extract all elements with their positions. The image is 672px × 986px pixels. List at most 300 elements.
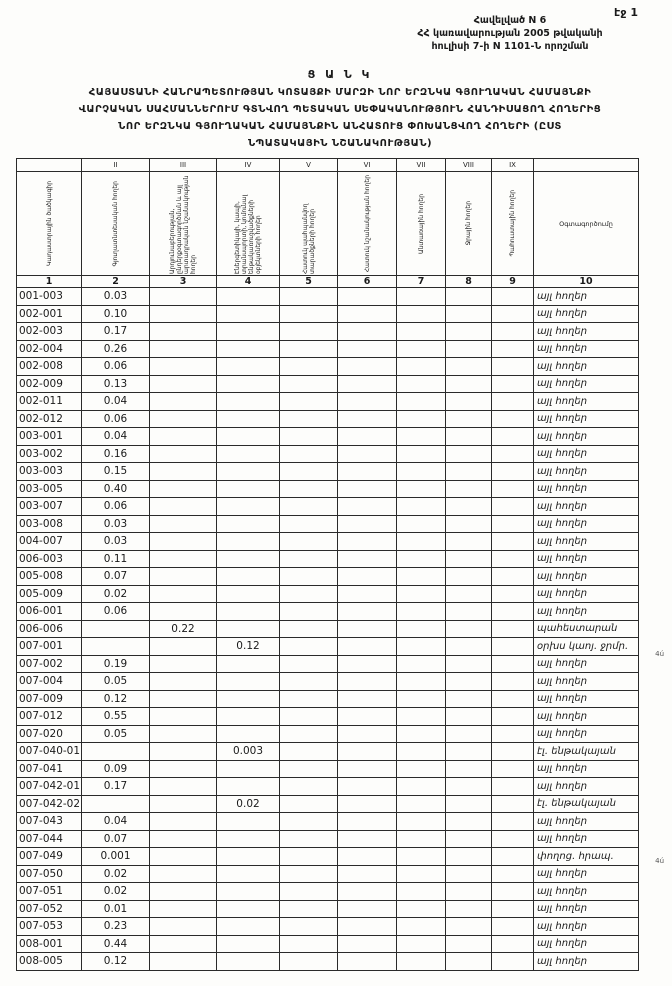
industrial-value-cell [150,778,217,796]
industrial-value-cell [150,393,217,411]
reserve-value-cell [492,725,534,743]
forest-value-cell [397,603,446,621]
table-row [17,305,639,323]
water-value-cell [446,778,492,796]
table-row [17,883,639,901]
energy-value-cell [217,883,280,901]
industrial-value-cell [150,813,217,831]
reserve-value-cell [492,673,534,691]
usage-cell: այլ հողեր [534,463,639,481]
protected-value-cell [280,795,338,813]
column-header-forest [397,172,446,276]
protected-value-cell [280,550,338,568]
table-row [17,393,639,411]
water-value-cell [446,305,492,323]
forest-value-cell [397,708,446,726]
special-value-cell [338,690,397,708]
cadastral-code-cell: 007-041 [17,760,82,778]
title-line: ՎԱՐՉԱԿԱՆ ՍԱՀՄԱՆՆԵՐՈՒՄ ԳՏՆՎՈՂ ՊԵՏԱԿԱՆ ՍԵՓԱԿԱՆՈՒԹՅՈՒՆ ՀԱՆԴԻՍԱՑՈՂ ՀՈՂԵՐԻՑ [78,104,602,115]
reserve-value-cell [492,463,534,481]
reserve-value-cell [492,533,534,551]
protected-value-cell [280,428,338,446]
energy-value-cell [217,568,280,586]
cadastral-code-cell: 007-001 [17,638,82,656]
usage-cell: այլ հողեր [534,585,639,603]
cadastral-code-cell: 002-008 [17,358,82,376]
cadastral-code-cell: 003-007 [17,498,82,516]
industrial-value-cell [150,463,217,481]
protected-value-cell [280,918,338,936]
cadastral-code-cell: 002-011 [17,393,82,411]
title-line: ՆՊԱՏԱԿԱՅԻՆ ՆՇԱՆԱԿՈՒԹՅԱՆ) [247,138,433,149]
reserve-value-cell [492,585,534,603]
column-header-protected [280,172,338,276]
cadastral-code-cell: 004-007 [17,533,82,551]
protected-value-cell [280,655,338,673]
cadastral-code-cell: 007-050 [17,865,82,883]
column-number: 10 [534,276,639,288]
water-value-cell [446,445,492,463]
cadastral-code-cell: 006-006 [17,620,82,638]
reserve-value-cell [492,778,534,796]
energy-value-cell [217,533,280,551]
column-header-cadastral-code [17,172,82,276]
agricultural-value-cell: 0.02 [82,585,150,603]
industrial-value-cell [150,900,217,918]
column-number-row [17,276,639,288]
title-line: ՀԱՅԱՍՏԱՆԻ ՀԱՆՐԱՊԵՏՈՒԹՅԱՆ ԿՈՏԱՅՔԻ ՄԱՐԶԻ ՆՈՐ ԵՐԶՆԿԱ ԳՅՈՒՂԱԿԱՆ ՀԱՄԱՅՆՔԻ [88,87,592,98]
cadastral-code-cell: 007-004 [17,673,82,691]
agricultural-value-cell: 0.40 [82,480,150,498]
table-row [17,725,639,743]
industrial-value-cell [150,515,217,533]
usage-cell: այլ հողեր [534,323,639,341]
agricultural-value-cell: 0.23 [82,918,150,936]
special-value-cell [338,550,397,568]
energy-value-cell [217,848,280,866]
reserve-value-cell [492,953,534,971]
roman-cell: II [82,159,150,172]
reserve-value-cell [492,638,534,656]
industrial-value-cell [150,953,217,971]
reserve-value-cell [492,883,534,901]
cadastral-code-cell: 005-008 [17,568,82,586]
agricultural-value-cell [82,638,150,656]
water-value-cell [446,393,492,411]
table-row [17,445,639,463]
industrial-value-cell [150,848,217,866]
agricultural-value-cell: 0.44 [82,935,150,953]
energy-value-cell [217,340,280,358]
special-value-cell [338,288,397,306]
annex-header [400,14,620,53]
column-header-text: Հատուկ նշանակության հողեր [363,174,371,273]
energy-value-cell [217,655,280,673]
usage-cell: այլ հողեր [534,288,639,306]
protected-value-cell [280,568,338,586]
table-row [17,375,639,393]
reserve-value-cell [492,305,534,323]
protected-value-cell [280,323,338,341]
special-value-cell [338,515,397,533]
table-row [17,673,639,691]
usage-cell: այլ հողեր [534,428,639,446]
special-value-cell [338,813,397,831]
usage-cell: այլ հողեր [534,480,639,498]
forest-value-cell [397,673,446,691]
protected-value-cell [280,708,338,726]
column-header-text: Գյուղատնտեսական հողեր [112,180,119,267]
industrial-value-cell [150,375,217,393]
water-value-cell [446,515,492,533]
water-value-cell [446,288,492,306]
industrial-value-cell [150,935,217,953]
margin-note: 4ú [655,857,664,865]
column-header-text: Ջրային հողեր [465,201,472,246]
special-value-cell [338,830,397,848]
usage-cell: այլ հողեր [534,410,639,428]
protected-value-cell [280,620,338,638]
table-row [17,603,639,621]
special-value-cell [338,305,397,323]
industrial-value-cell [150,498,217,516]
forest-value-cell [397,690,446,708]
energy-value-cell [217,760,280,778]
cadastral-code-cell: 007-053 [17,918,82,936]
reserve-value-cell [492,848,534,866]
energy-value-cell [217,305,280,323]
column-number: 7 [397,276,446,288]
cadastral-code-cell: 002-001 [17,305,82,323]
special-value-cell [338,725,397,743]
protected-value-cell [280,690,338,708]
forest-value-cell [397,778,446,796]
water-value-cell [446,550,492,568]
reserve-value-cell [492,708,534,726]
industrial-value-cell [150,288,217,306]
usage-cell: այլ հողեր [534,900,639,918]
water-value-cell [446,585,492,603]
table-row [17,288,639,306]
protected-value-cell [280,743,338,761]
protected-value-cell [280,778,338,796]
cadastral-code-cell: 003-005 [17,480,82,498]
usage-cell: օրխս կաոյ. ջրմր. [534,638,639,656]
cadastral-code-cell: 002-004 [17,340,82,358]
roman-cell: V [280,159,338,172]
water-value-cell [446,690,492,708]
protected-value-cell [280,603,338,621]
energy-value-cell [217,953,280,971]
cadastral-code-cell: 003-003 [17,463,82,481]
water-value-cell [446,603,492,621]
industrial-value-cell [150,533,217,551]
industrial-value-cell [150,585,217,603]
column-header-agricultural [82,172,150,276]
reserve-value-cell [492,620,534,638]
agricultural-value-cell: 0.02 [82,865,150,883]
cadastral-code-cell: 002-003 [17,323,82,341]
protected-value-cell [280,305,338,323]
special-value-cell [338,340,397,358]
table-row [17,550,639,568]
usage-cell: այլ հողեր [534,813,639,831]
energy-value-cell [217,288,280,306]
column-number: 6 [338,276,397,288]
roman-cell: IX [492,159,534,172]
agricultural-value-cell: 0.06 [82,603,150,621]
agricultural-value-cell: 0.03 [82,515,150,533]
protected-value-cell [280,585,338,603]
agricultural-value-cell: 0.04 [82,428,150,446]
table-row [17,865,639,883]
industrial-value-cell [150,568,217,586]
energy-value-cell [217,480,280,498]
energy-value-cell [217,918,280,936]
cadastral-code-cell: 007-051 [17,883,82,901]
agricultural-value-cell: 0.55 [82,708,150,726]
protected-value-cell [280,393,338,411]
usage-cell: այլ հողեր [534,883,639,901]
energy-value-cell [217,830,280,848]
table-row [17,708,639,726]
table-row [17,463,639,481]
energy-value-cell: 0.02 [217,795,280,813]
special-value-cell [338,778,397,796]
agricultural-value-cell: 0.06 [82,498,150,516]
cadastral-code-cell: 001-003 [17,288,82,306]
usage-cell: այլ հողեր [534,673,639,691]
forest-value-cell [397,760,446,778]
usage-cell: այլ հողեր [534,603,639,621]
column-header-industrial [150,172,217,276]
table-body [17,288,639,971]
agricultural-value-cell: 0.26 [82,340,150,358]
reserve-value-cell [492,515,534,533]
water-value-cell [446,708,492,726]
water-value-cell [446,480,492,498]
usage-cell: այլ հողեր [534,760,639,778]
agricultural-value-cell: 0.12 [82,690,150,708]
usage-cell: այլ հողեր [534,655,639,673]
industrial-value-cell [150,795,217,813]
protected-value-cell [280,830,338,848]
usage-cell: այլ հողեր [534,830,639,848]
water-value-cell [446,410,492,428]
forest-value-cell [397,533,446,551]
special-value-cell [338,410,397,428]
usage-cell: այլ հողեր [534,445,639,463]
agricultural-value-cell: 0.07 [82,830,150,848]
special-value-cell [338,568,397,586]
column-header-text: Արդյունաբերության, ընդերքօգտագործման և այլ արտադրական նշանակության հողեր [169,174,197,274]
forest-value-cell [397,935,446,953]
roman-cell: IV [217,159,280,172]
usage-cell: պահեստարան [534,620,639,638]
agricultural-value-cell: 0.02 [82,883,150,901]
column-number: 2 [82,276,150,288]
water-value-cell [446,463,492,481]
water-value-cell [446,498,492,516]
table-row [17,533,639,551]
water-value-cell [446,620,492,638]
energy-value-cell [217,550,280,568]
protected-value-cell [280,410,338,428]
agricultural-value-cell: 0.03 [82,288,150,306]
agricultural-value-cell: 0.01 [82,900,150,918]
forest-value-cell [397,340,446,358]
water-value-cell [446,655,492,673]
forest-value-cell [397,515,446,533]
agricultural-value-cell: 0.16 [82,445,150,463]
protected-value-cell [280,288,338,306]
special-value-cell [338,900,397,918]
protected-value-cell [280,533,338,551]
agricultural-value-cell: 0.13 [82,375,150,393]
special-value-cell [338,883,397,901]
table-row [17,953,639,971]
protected-value-cell [280,358,338,376]
usage-cell: այլ հողեր [534,708,639,726]
energy-value-cell [217,428,280,446]
table-row [17,813,639,831]
protected-value-cell [280,638,338,656]
usage-cell: փողոց. հրապ. [534,848,639,866]
industrial-value-cell [150,918,217,936]
industrial-value-cell [150,883,217,901]
special-value-cell [338,498,397,516]
water-value-cell [446,813,492,831]
agricultural-value-cell: 0.05 [82,725,150,743]
forest-value-cell [397,638,446,656]
reserve-value-cell [492,375,534,393]
industrial-value-cell [150,480,217,498]
water-value-cell [446,638,492,656]
industrial-value-cell [150,865,217,883]
cadastral-code-cell: 008-001 [17,935,82,953]
column-header-text: Էներգետիկայի, կապի, տրանսպորտի, կոմունալ ենթակառուցվածքների օբյեկտների հողեր [234,194,262,274]
protected-value-cell [280,515,338,533]
industrial-value-cell [150,673,217,691]
special-value-cell [338,708,397,726]
reserve-value-cell [492,918,534,936]
forest-value-cell [397,568,446,586]
agricultural-value-cell: 0.10 [82,305,150,323]
cadastral-code-cell: 003-002 [17,445,82,463]
reserve-value-cell [492,830,534,848]
protected-value-cell [280,375,338,393]
forest-value-cell [397,445,446,463]
special-value-cell [338,795,397,813]
roman-cell: VIII [446,159,492,172]
forest-value-cell [397,918,446,936]
cadastral-code-cell: 007-020 [17,725,82,743]
energy-value-cell [217,813,280,831]
energy-value-cell [217,865,280,883]
cadastral-code-cell: 003-008 [17,515,82,533]
agricultural-value-cell: 0.05 [82,673,150,691]
industrial-value-cell [150,305,217,323]
table-row [17,358,639,376]
energy-value-cell [217,515,280,533]
energy-value-cell [217,393,280,411]
agricultural-value-cell: 0.06 [82,410,150,428]
reserve-value-cell [492,393,534,411]
energy-value-cell [217,673,280,691]
forest-value-cell [397,480,446,498]
table-row [17,795,639,813]
column-header-usage [534,172,639,276]
table-row [17,498,639,516]
cadastral-code-cell: 002-009 [17,375,82,393]
industrial-value-cell [150,638,217,656]
special-value-cell [338,375,397,393]
forest-value-cell [397,428,446,446]
cadastral-code-cell: 007-042-02 [17,795,82,813]
energy-value-cell [217,358,280,376]
water-value-cell [446,918,492,936]
usage-cell: այլ հողեր [534,340,639,358]
cadastral-code-cell: 007-009 [17,690,82,708]
industrial-value-cell [150,655,217,673]
water-value-cell [446,673,492,691]
usage-cell: այլ հողեր [534,865,639,883]
cadastral-code-cell: 007-012 [17,708,82,726]
water-value-cell [446,568,492,586]
column-number: 4 [217,276,280,288]
usage-cell: այլ հողեր [534,515,639,533]
reserve-value-cell [492,323,534,341]
agricultural-value-cell: 0.04 [82,393,150,411]
reserve-value-cell [492,358,534,376]
water-value-cell [446,900,492,918]
table-row [17,935,639,953]
reserve-value-cell [492,428,534,446]
energy-value-cell [217,585,280,603]
protected-value-cell [280,935,338,953]
forest-value-cell [397,725,446,743]
column-header-reserve [492,172,534,276]
cadastral-code-cell: 006-003 [17,550,82,568]
agricultural-value-cell: 0.09 [82,760,150,778]
agricultural-value-cell: 0.06 [82,358,150,376]
special-value-cell [338,848,397,866]
energy-value-cell [217,620,280,638]
usage-cell: այլ հողեր [534,690,639,708]
industrial-value-cell [150,760,217,778]
protected-value-cell [280,900,338,918]
cadastral-code-cell: 007-043 [17,813,82,831]
forest-value-cell [397,655,446,673]
water-value-cell [446,428,492,446]
reserve-value-cell [492,568,534,586]
protected-value-cell [280,813,338,831]
water-value-cell [446,848,492,866]
land-table [16,158,639,971]
agricultural-value-cell [82,743,150,761]
forest-value-cell [397,813,446,831]
reserve-value-cell [492,498,534,516]
reserve-value-cell [492,690,534,708]
table-row [17,778,639,796]
title-line: ՆՈՐ ԵՐԶՆԿԱ ԳՅՈՒՂԱԿԱՆ ՀԱՄԱՅՆՔԻՆ ԱՆՀԱՏՈՒՑ ՓՈԽԱՆՑՎՈՂ ՀՈՂԵՐԻ (ԸՍՏ [118,121,562,132]
cadastral-code-cell: 008-005 [17,953,82,971]
roman-numeral-row [17,159,639,172]
annex-line: Հավելված N 6 [473,15,547,26]
column-header-text: Հատուկ պահպանվող տարածքների հողեր [301,203,316,274]
page-number: էջ 1 [614,6,638,19]
industrial-value-cell [150,725,217,743]
